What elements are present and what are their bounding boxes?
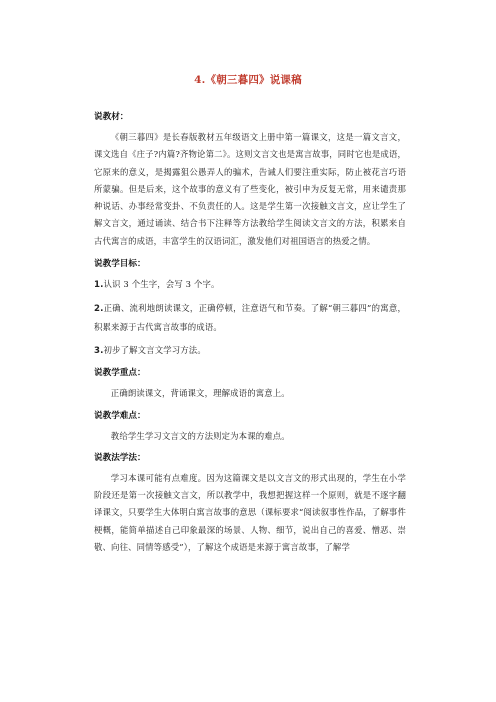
section-body-textbook: 《朝三暮四》是长春版教材五年级语文上册中第一篇课文，这是一篇文言文，课文选自《庄子?内篇?齐物论第二》。这则文言文也是寓言故事，同时它也是成语，它原来的意义，是揭露狙公愚弄人的骗术，告诫人们要注重实际，防止被花言巧语所蒙骗。但是后来，这个故事的意义有了些变化，被引申为反复无常，用来谴责那种说话、办事经常变卦、不负责任的人。这是学生第一次接触文言文，应让学生了解文言文，通过诵读、结合书下注释等方法教给学生阅读文言文的方法，积累来自古代寓言的成语，丰富学生的汉语词汇，激发他们对祖国语言的热爱之情。 (94, 132, 406, 246)
goal-item-text: 认识 3 个生字，会写 3 个字。 (103, 279, 220, 290)
goal-item-2 (94, 300, 406, 336)
document-body (94, 110, 406, 563)
section-body-method: 学习本课可能有点难度。因为这篇课文是以文言文的形式出现的，学生在小学阶段还是第一次接触文言文，所以教学中，我想把握这样一个原则，就是不逐字翻译课文，只要学生大体明白寓言故事的意思（课标要求“阅读叙事性作品，了解事件梗概，能简单描述自己印象最深的场景、人物、细节，说出自己的喜爱、憎恶、崇敬、向往、同情等感受”），了解这个成语是来源于寓言故事，了解学 (94, 472, 406, 553)
goal-item-number: 2. (94, 304, 104, 315)
goal-item-1 (94, 276, 406, 294)
document-title: 4.《朝三暮四》说课稿 (194, 74, 302, 86)
goal-item-number: 1. (94, 280, 104, 291)
goal-item-3 (94, 342, 406, 360)
section-body-difficulties: 教给学生学习文言文的方法则定为本课的难点。 (110, 430, 290, 441)
goal-item-text: 正确、流利地朗读课文，正确停顿，注意语气和节奏。了解“朝三暮四”的寓意，积累来源于古代寓言故事的成语。 (94, 303, 406, 332)
section-heading-difficulties: 说教学难点： (94, 410, 146, 421)
section-heading-key-points: 说教学重点： (94, 368, 146, 379)
goal-item-number: 3. (94, 345, 104, 356)
goal-item-text: 初步了解文言文学习方法。 (103, 344, 206, 355)
section-heading-method: 说教法学法： (94, 452, 146, 463)
section-body-key-points: 正确朗读课文，背诵课文，理解成语的寓意上。 (110, 388, 290, 399)
section-heading-goals: 说教学目标： (94, 259, 146, 270)
section-heading-textbook: 说教材： (94, 112, 129, 122)
